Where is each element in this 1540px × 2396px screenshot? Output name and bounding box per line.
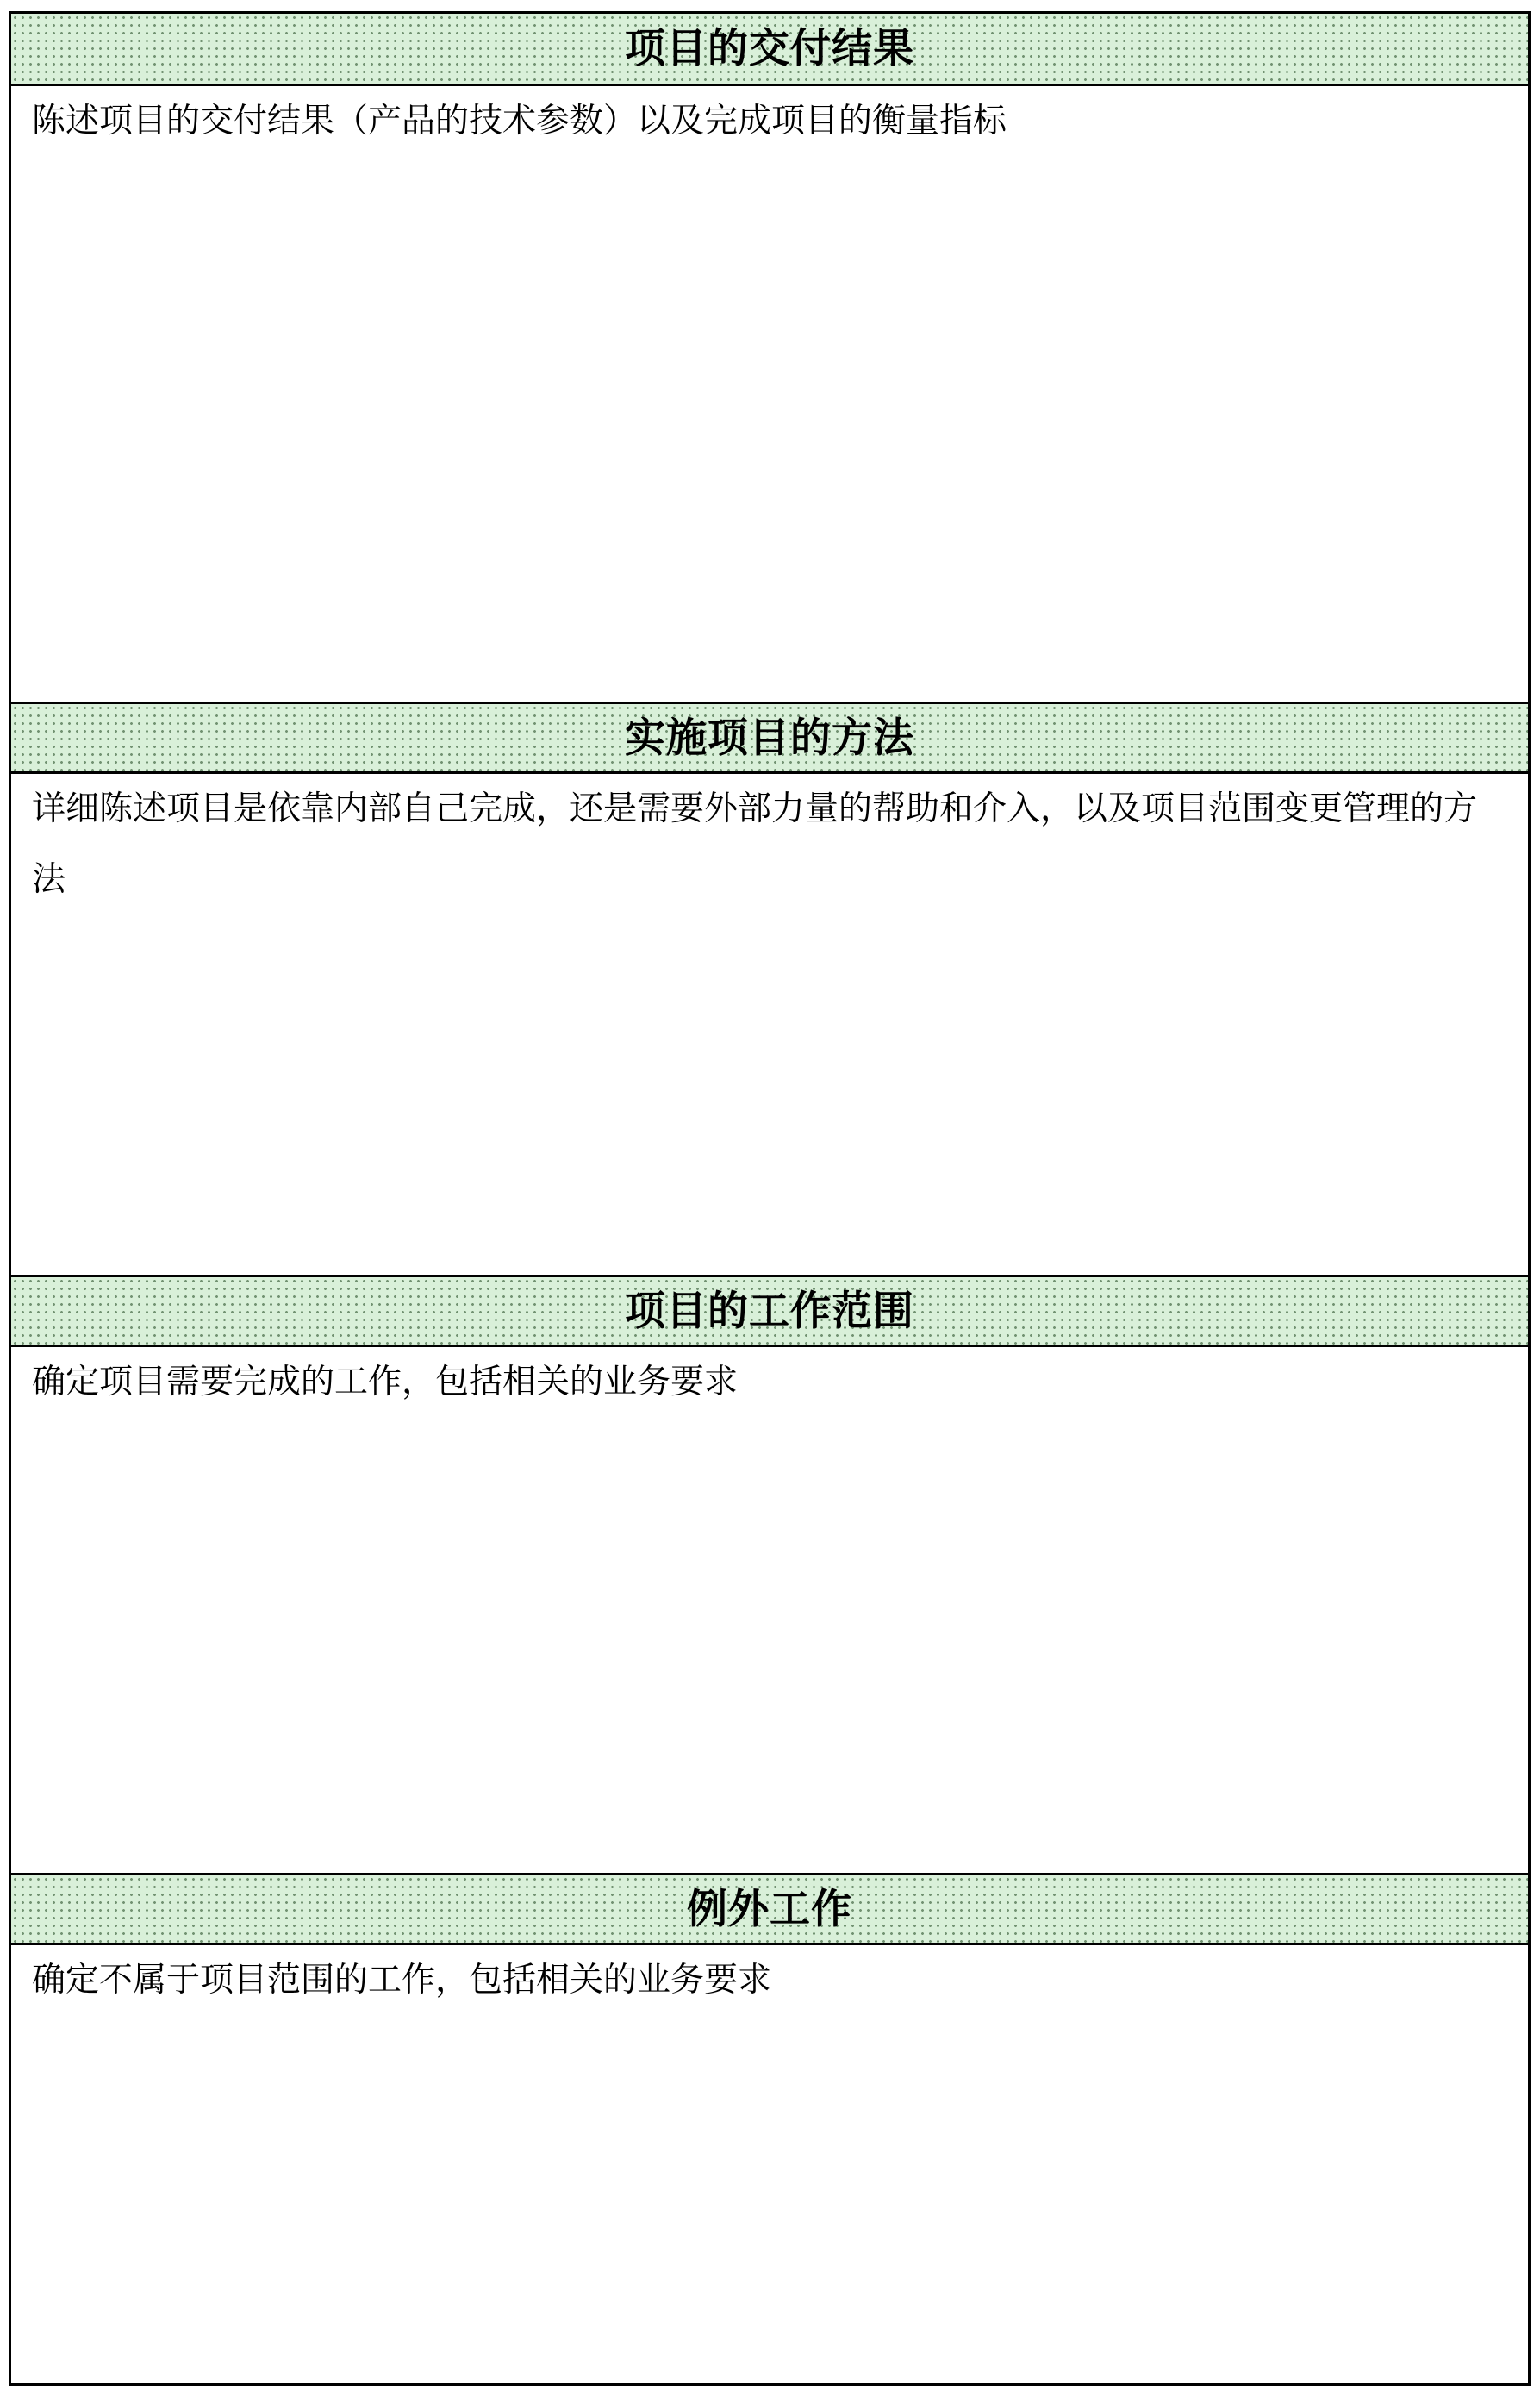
section-title: 实施项目的方法 [625, 714, 914, 762]
section-body-approach[interactable] [11, 774, 1528, 1275]
section-title: 例外工作 [687, 1885, 852, 1933]
section-title: 项目的工作范围 [625, 1287, 914, 1335]
section-instruction: 陈述项目的交付结果（产品的技术参数）以及完成项目的衡量指标 [32, 102, 1007, 140]
section-instruction: 确定项目需要完成的工作，包括相关的业务要求 [32, 1363, 739, 1401]
section-instruction: 确定不属于项目范围的工作，包括相关的业务要求 [32, 1961, 772, 2000]
section-header-deliverables [11, 14, 1528, 86]
section-body-exclusions[interactable] [11, 1945, 1528, 2383]
section-body-deliverables[interactable] [11, 86, 1528, 702]
section-title: 项目的交付结果 [625, 25, 914, 72]
section-header-approach [11, 702, 1528, 774]
section-body-work-scope[interactable] [11, 1347, 1528, 1873]
section-instruction: 详细陈述项目是依靠内部自己完成，还是需要外部力量的帮助和介入，以及项目范围变更管理的方法 [32, 789, 1478, 899]
section-header-work-scope [11, 1275, 1528, 1347]
section-header-exclusions [11, 1873, 1528, 1945]
project-scope-form [9, 11, 1531, 2386]
